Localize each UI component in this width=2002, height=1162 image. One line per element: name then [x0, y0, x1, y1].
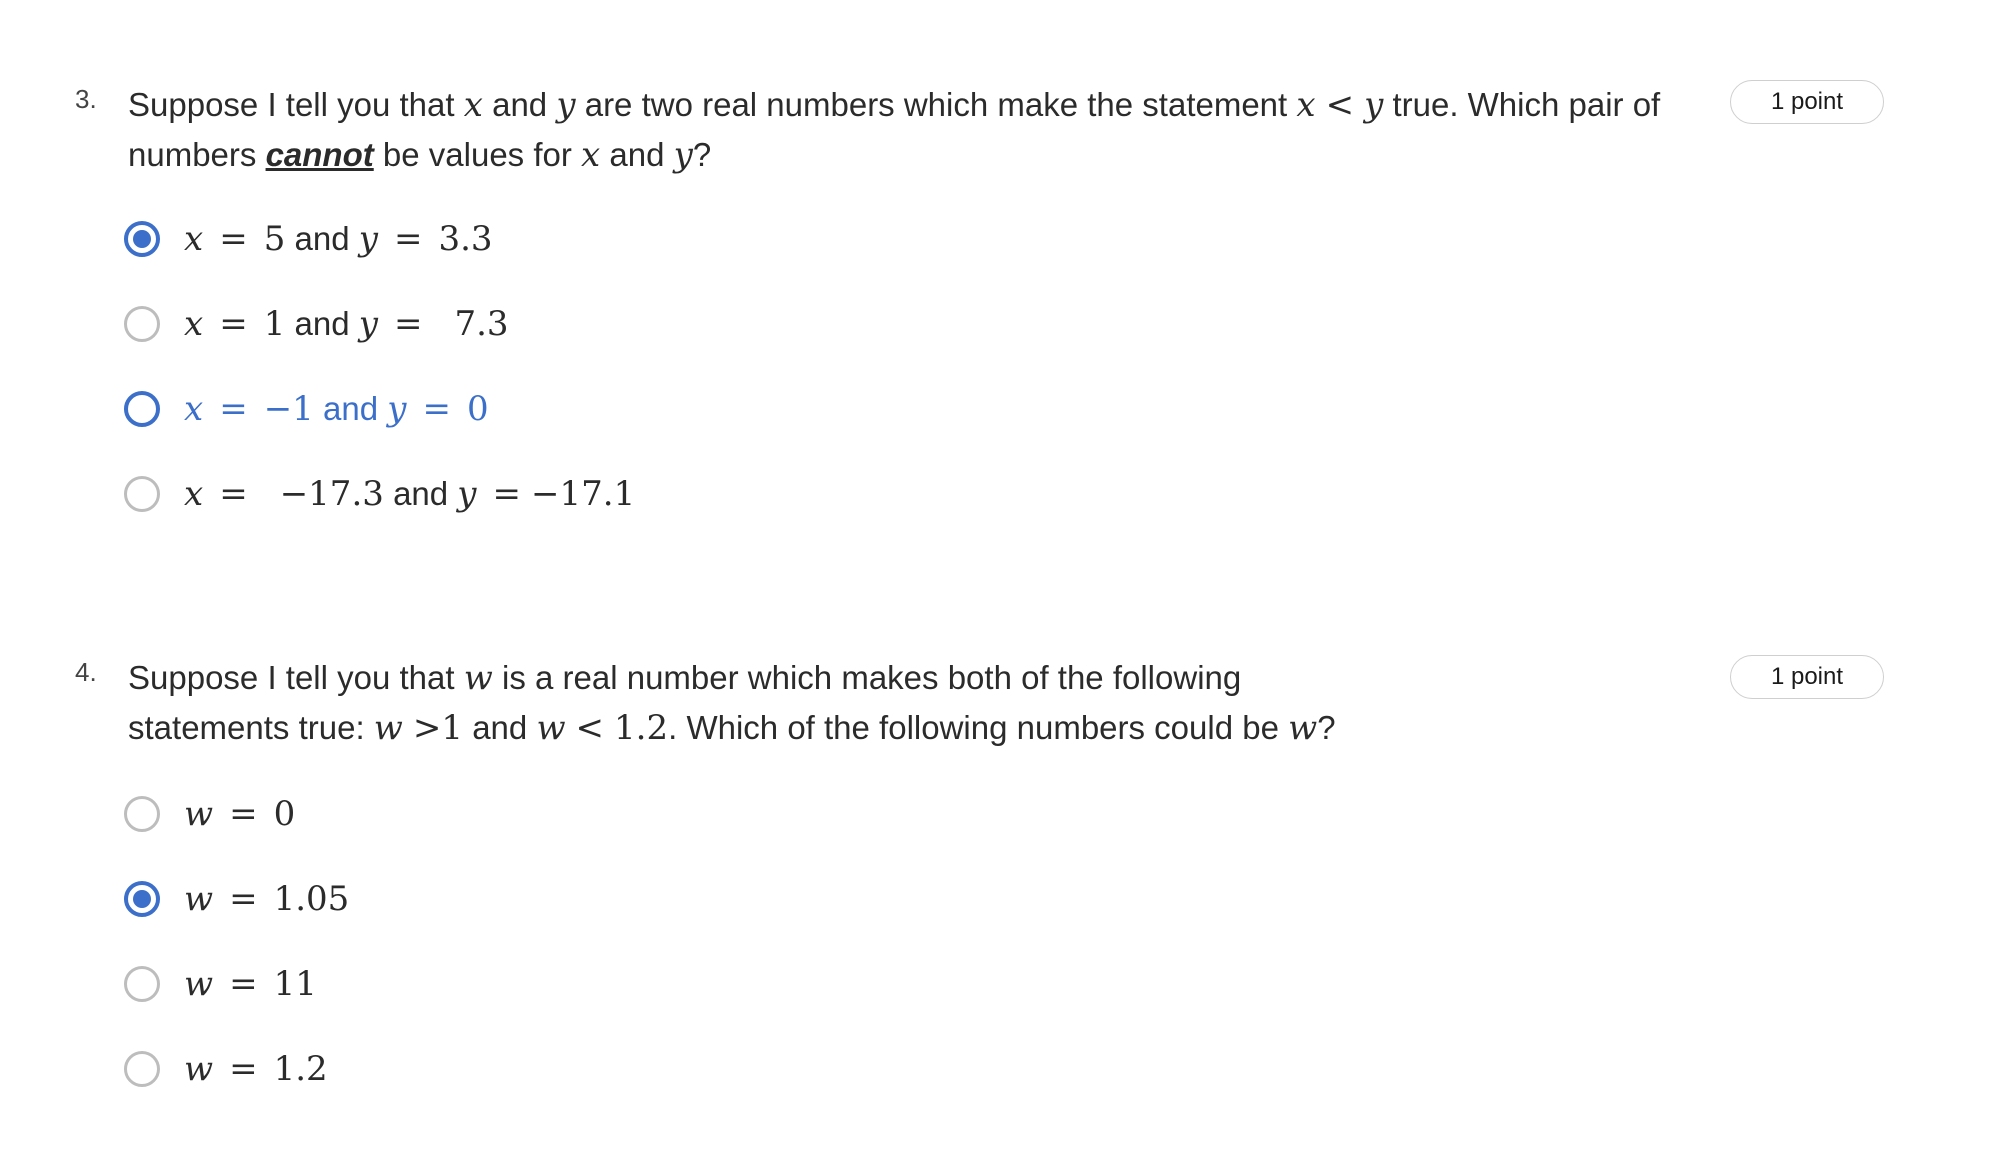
- question-number: 3.: [75, 84, 97, 114]
- answer-option[interactable]: [124, 471, 635, 517]
- question-prompt: Suppose I tell you that w is a real number which makes both of the following statements true: w >1 and w < 1.2. Which of the following numbers could be w?: [128, 658, 1336, 748]
- answer-option[interactable]: [124, 386, 489, 432]
- answer-option[interactable]: [124, 1046, 328, 1092]
- radio-button[interactable]: [124, 796, 160, 832]
- radio-button[interactable]: [124, 306, 160, 342]
- answer-option[interactable]: [124, 301, 509, 347]
- emphasis-cannot: cannot: [265, 136, 374, 173]
- option-label[interactable]: w = 1.05: [184, 879, 350, 919]
- radio-button[interactable]: [124, 966, 160, 1002]
- option-label[interactable]: w = 11: [184, 964, 317, 1004]
- radio-dot: [133, 890, 151, 908]
- radio-button[interactable]: [124, 391, 160, 427]
- points-badge: 1 point: [1730, 80, 1884, 124]
- option-label[interactable]: w = 1.2: [184, 1049, 328, 1089]
- option-label[interactable]: x = 5 and y = 3.3: [184, 219, 493, 259]
- radio-button[interactable]: [124, 476, 160, 512]
- answer-option[interactable]: [124, 876, 349, 922]
- answer-option[interactable]: [124, 961, 317, 1007]
- answer-option[interactable]: [124, 216, 493, 262]
- radio-button[interactable]: [124, 881, 160, 917]
- radio-button[interactable]: [124, 221, 160, 257]
- question-number: 4.: [75, 657, 97, 687]
- option-label[interactable]: x = −1 and y = 0: [184, 389, 489, 429]
- option-label[interactable]: w = 0: [184, 794, 296, 834]
- option-label[interactable]: x = −17.3 and y = −17.1: [184, 474, 636, 514]
- points-badge: 1 point: [1730, 655, 1884, 699]
- question-prompt: Suppose I tell you that x and y are two real numbers which make the statement x < y true. Which pair of numbers cannot be values for x and y?: [128, 85, 1661, 175]
- answer-option[interactable]: [124, 791, 295, 837]
- option-label[interactable]: x = 1 and y = 7.3: [184, 304, 509, 344]
- radio-button[interactable]: [124, 1051, 160, 1087]
- radio-dot: [133, 230, 151, 248]
